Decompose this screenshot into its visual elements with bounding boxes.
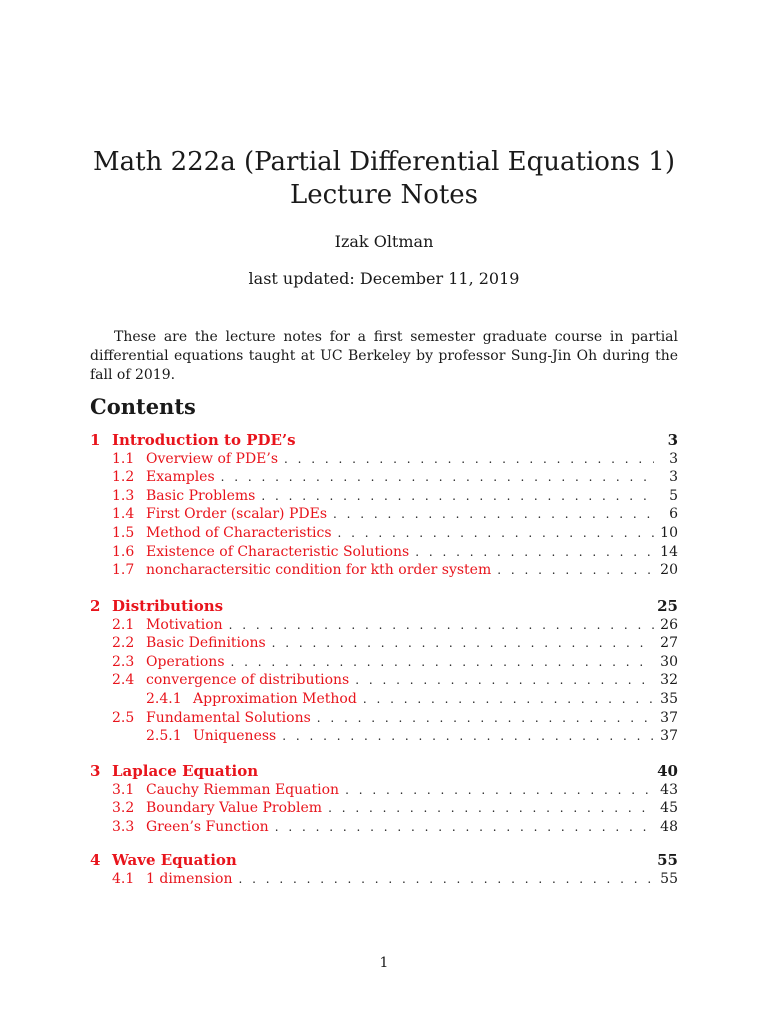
toc-leader-dots	[345, 781, 654, 800]
toc-leader-dots	[415, 543, 654, 562]
toc-entry-link[interactable]: Basic Definitions	[146, 635, 266, 652]
toc-entry-number: 1.5	[112, 525, 135, 541]
toc-leader-dots	[338, 524, 654, 543]
toc-leader-dots	[317, 709, 654, 728]
page-number: 1	[379, 955, 389, 971]
toc-entry-link[interactable]: Laplace Equation	[112, 762, 259, 780]
toc-entry-link[interactable]: Boundary Value Problem	[146, 800, 323, 817]
toc-leader-dots	[282, 727, 654, 746]
toc-entry-page[interactable]: 30	[660, 653, 678, 670]
toc-leader-dots	[261, 487, 654, 506]
toc-entry-page[interactable]: 37	[660, 709, 678, 726]
toc-entry-page[interactable]: 35	[660, 691, 678, 707]
toc-entry-link[interactable]: Fundamental Solutions	[146, 709, 311, 726]
toc-entry-subsection[interactable]	[90, 818, 678, 837]
toc-entry-number: 2.1	[112, 616, 135, 633]
toc-leader-dots	[272, 634, 654, 653]
toc-entry-subsection[interactable]	[90, 709, 678, 728]
toc-entry-number: 3.1	[112, 781, 135, 798]
toc-entry-page[interactable]: 3	[669, 469, 678, 486]
toc-entry-section[interactable]	[90, 597, 678, 616]
table-of-contents	[90, 0, 678, 1024]
toc-entry-subsection[interactable]	[90, 870, 678, 889]
toc-leader-dots	[238, 870, 654, 889]
toc-entry-number: 1.4	[112, 506, 135, 523]
toc-entry-link[interactable]: noncharactersitic condition for kth order system	[146, 562, 492, 579]
toc-entry-number: 3.2	[112, 800, 135, 817]
toc-entry-page[interactable]: 45	[660, 800, 678, 817]
toc-leader-dots	[275, 818, 654, 837]
toc-entry-link[interactable]: Wave Equation	[112, 851, 237, 869]
toc-leader-dots	[333, 505, 654, 524]
toc-leader-dots	[355, 671, 654, 690]
toc-entry-link[interactable]: Approximation Method	[193, 691, 357, 707]
toc-entry-subsection[interactable]	[90, 450, 678, 469]
toc-entry-number: 3.3	[112, 818, 135, 835]
toc-entry-subsection[interactable]	[90, 671, 678, 690]
toc-entry-number: 1.1	[112, 450, 135, 467]
toc-entry-page[interactable]: 37	[660, 728, 678, 745]
toc-entry-link[interactable]: Method of Characteristics	[146, 525, 332, 541]
toc-entry-subsection[interactable]	[90, 505, 678, 524]
toc-leader-dots	[328, 799, 654, 818]
last-updated: last updated: December 11, 2019	[248, 269, 520, 288]
toc-entry-number: 4	[90, 851, 101, 869]
toc-entry-subsection[interactable]	[90, 799, 678, 818]
toc-leader-dots	[229, 616, 654, 635]
toc-entry-number: 3	[90, 762, 101, 780]
toc-entry-page[interactable]: 32	[660, 672, 678, 689]
toc-entry-subsection[interactable]	[90, 561, 678, 580]
toc-entry-link[interactable]: Overview of PDE’s	[146, 450, 279, 467]
toc-entry-link[interactable]: Examples	[146, 469, 215, 486]
toc-entry-page[interactable]: 48	[660, 818, 678, 835]
toc-entry-page[interactable]: 10	[660, 525, 678, 541]
toc-entry-number: 1.7	[112, 562, 135, 579]
toc-entry-number: 4.1	[112, 870, 135, 887]
toc-entry-subsubsection[interactable]	[90, 690, 678, 709]
toc-entry-number: 2.5	[112, 709, 135, 726]
toc-entry-link[interactable]: Green’s Function	[146, 818, 269, 835]
toc-entry-number: 2.2	[112, 635, 135, 652]
toc-entry-link[interactable]: Existence of Characteristic Solutions	[146, 543, 410, 560]
toc-entry-page[interactable]: 26	[660, 616, 678, 633]
toc-entry-page[interactable]: 25	[657, 597, 678, 615]
author: Izak Oltman	[334, 232, 434, 251]
toc-entry-subsection[interactable]	[90, 634, 678, 653]
toc-entry-link[interactable]: Cauchy Riemman Equation	[146, 781, 340, 798]
toc-entry-subsection[interactable]	[90, 543, 678, 562]
toc-entry-subsection[interactable]	[90, 653, 678, 672]
toc-entry-link[interactable]: Basic Problems	[146, 487, 256, 504]
toc-entry-page[interactable]: 20	[660, 562, 678, 579]
toc-entry-subsection[interactable]	[90, 487, 678, 506]
toc-entry-page[interactable]: 6	[669, 506, 678, 523]
abstract: These are the lecture notes for a first semester graduate course in partial differential equations taught at UC Berkeley by professor Sung-Jin Oh during the fall of 2019.	[90, 329, 678, 383]
toc-entry-page[interactable]: 40	[657, 762, 678, 780]
toc-leader-dots	[363, 690, 654, 709]
toc-entry-number: 2.3	[112, 653, 135, 670]
toc-entry-link[interactable]: Uniqueness	[193, 728, 277, 745]
toc-entry-subsubsection[interactable]	[90, 727, 678, 746]
toc-entry-page[interactable]: 3	[667, 431, 678, 449]
toc-leader-dots	[231, 653, 655, 672]
document-title: Math 222a (Partial Differential Equations 1) Lecture Notes	[93, 147, 675, 210]
toc-entry-link[interactable]: Introduction to PDE’s	[112, 431, 296, 449]
toc-entry-link[interactable]: 1 dimension	[146, 870, 233, 887]
toc-entry-link[interactable]: convergence of distributions	[146, 672, 350, 689]
toc-entry-page[interactable]: 27	[660, 635, 678, 652]
toc-entry-number: 2	[90, 597, 101, 615]
toc-entry-link[interactable]: Distributions	[112, 597, 224, 615]
toc-entry-number: 1.6	[112, 543, 135, 560]
toc-entry-number: 2.4.1	[146, 691, 182, 707]
toc-entry-subsection[interactable]	[90, 468, 678, 487]
toc-entry-number: 2.5.1	[146, 728, 182, 745]
toc-entry-number: 1	[90, 431, 101, 449]
toc-entry-page[interactable]: 55	[660, 870, 678, 887]
toc-leader-dots	[497, 561, 654, 580]
contents-heading: Contents	[90, 394, 196, 419]
toc-entry-subsection[interactable]	[90, 781, 678, 800]
toc-entry-page[interactable]: 55	[657, 851, 678, 869]
toc-leader-dots	[221, 468, 654, 487]
toc-entry-page[interactable]: 5	[669, 487, 678, 504]
toc-entry-number: 1.3	[112, 487, 135, 504]
toc-entry-number: 1.2	[112, 469, 135, 486]
toc-entry-link[interactable]: Operations	[146, 653, 225, 670]
toc-entry-page[interactable]: 43	[660, 781, 678, 798]
toc-entry-link[interactable]: First Order (scalar) PDEs	[146, 506, 328, 523]
toc-entry-subsection[interactable]	[90, 616, 678, 635]
toc-entry-page[interactable]: 14	[660, 543, 678, 560]
toc-entry-section[interactable]	[90, 431, 678, 450]
toc-entry-subsection[interactable]	[90, 524, 678, 543]
toc-entry-number: 2.4	[112, 672, 135, 689]
toc-entry-link[interactable]: Motivation	[146, 616, 223, 633]
toc-entry-section[interactable]	[90, 851, 678, 870]
toc-entry-section[interactable]	[90, 762, 678, 781]
toc-entry-page[interactable]: 3	[669, 450, 678, 467]
toc-leader-dots	[284, 450, 654, 469]
